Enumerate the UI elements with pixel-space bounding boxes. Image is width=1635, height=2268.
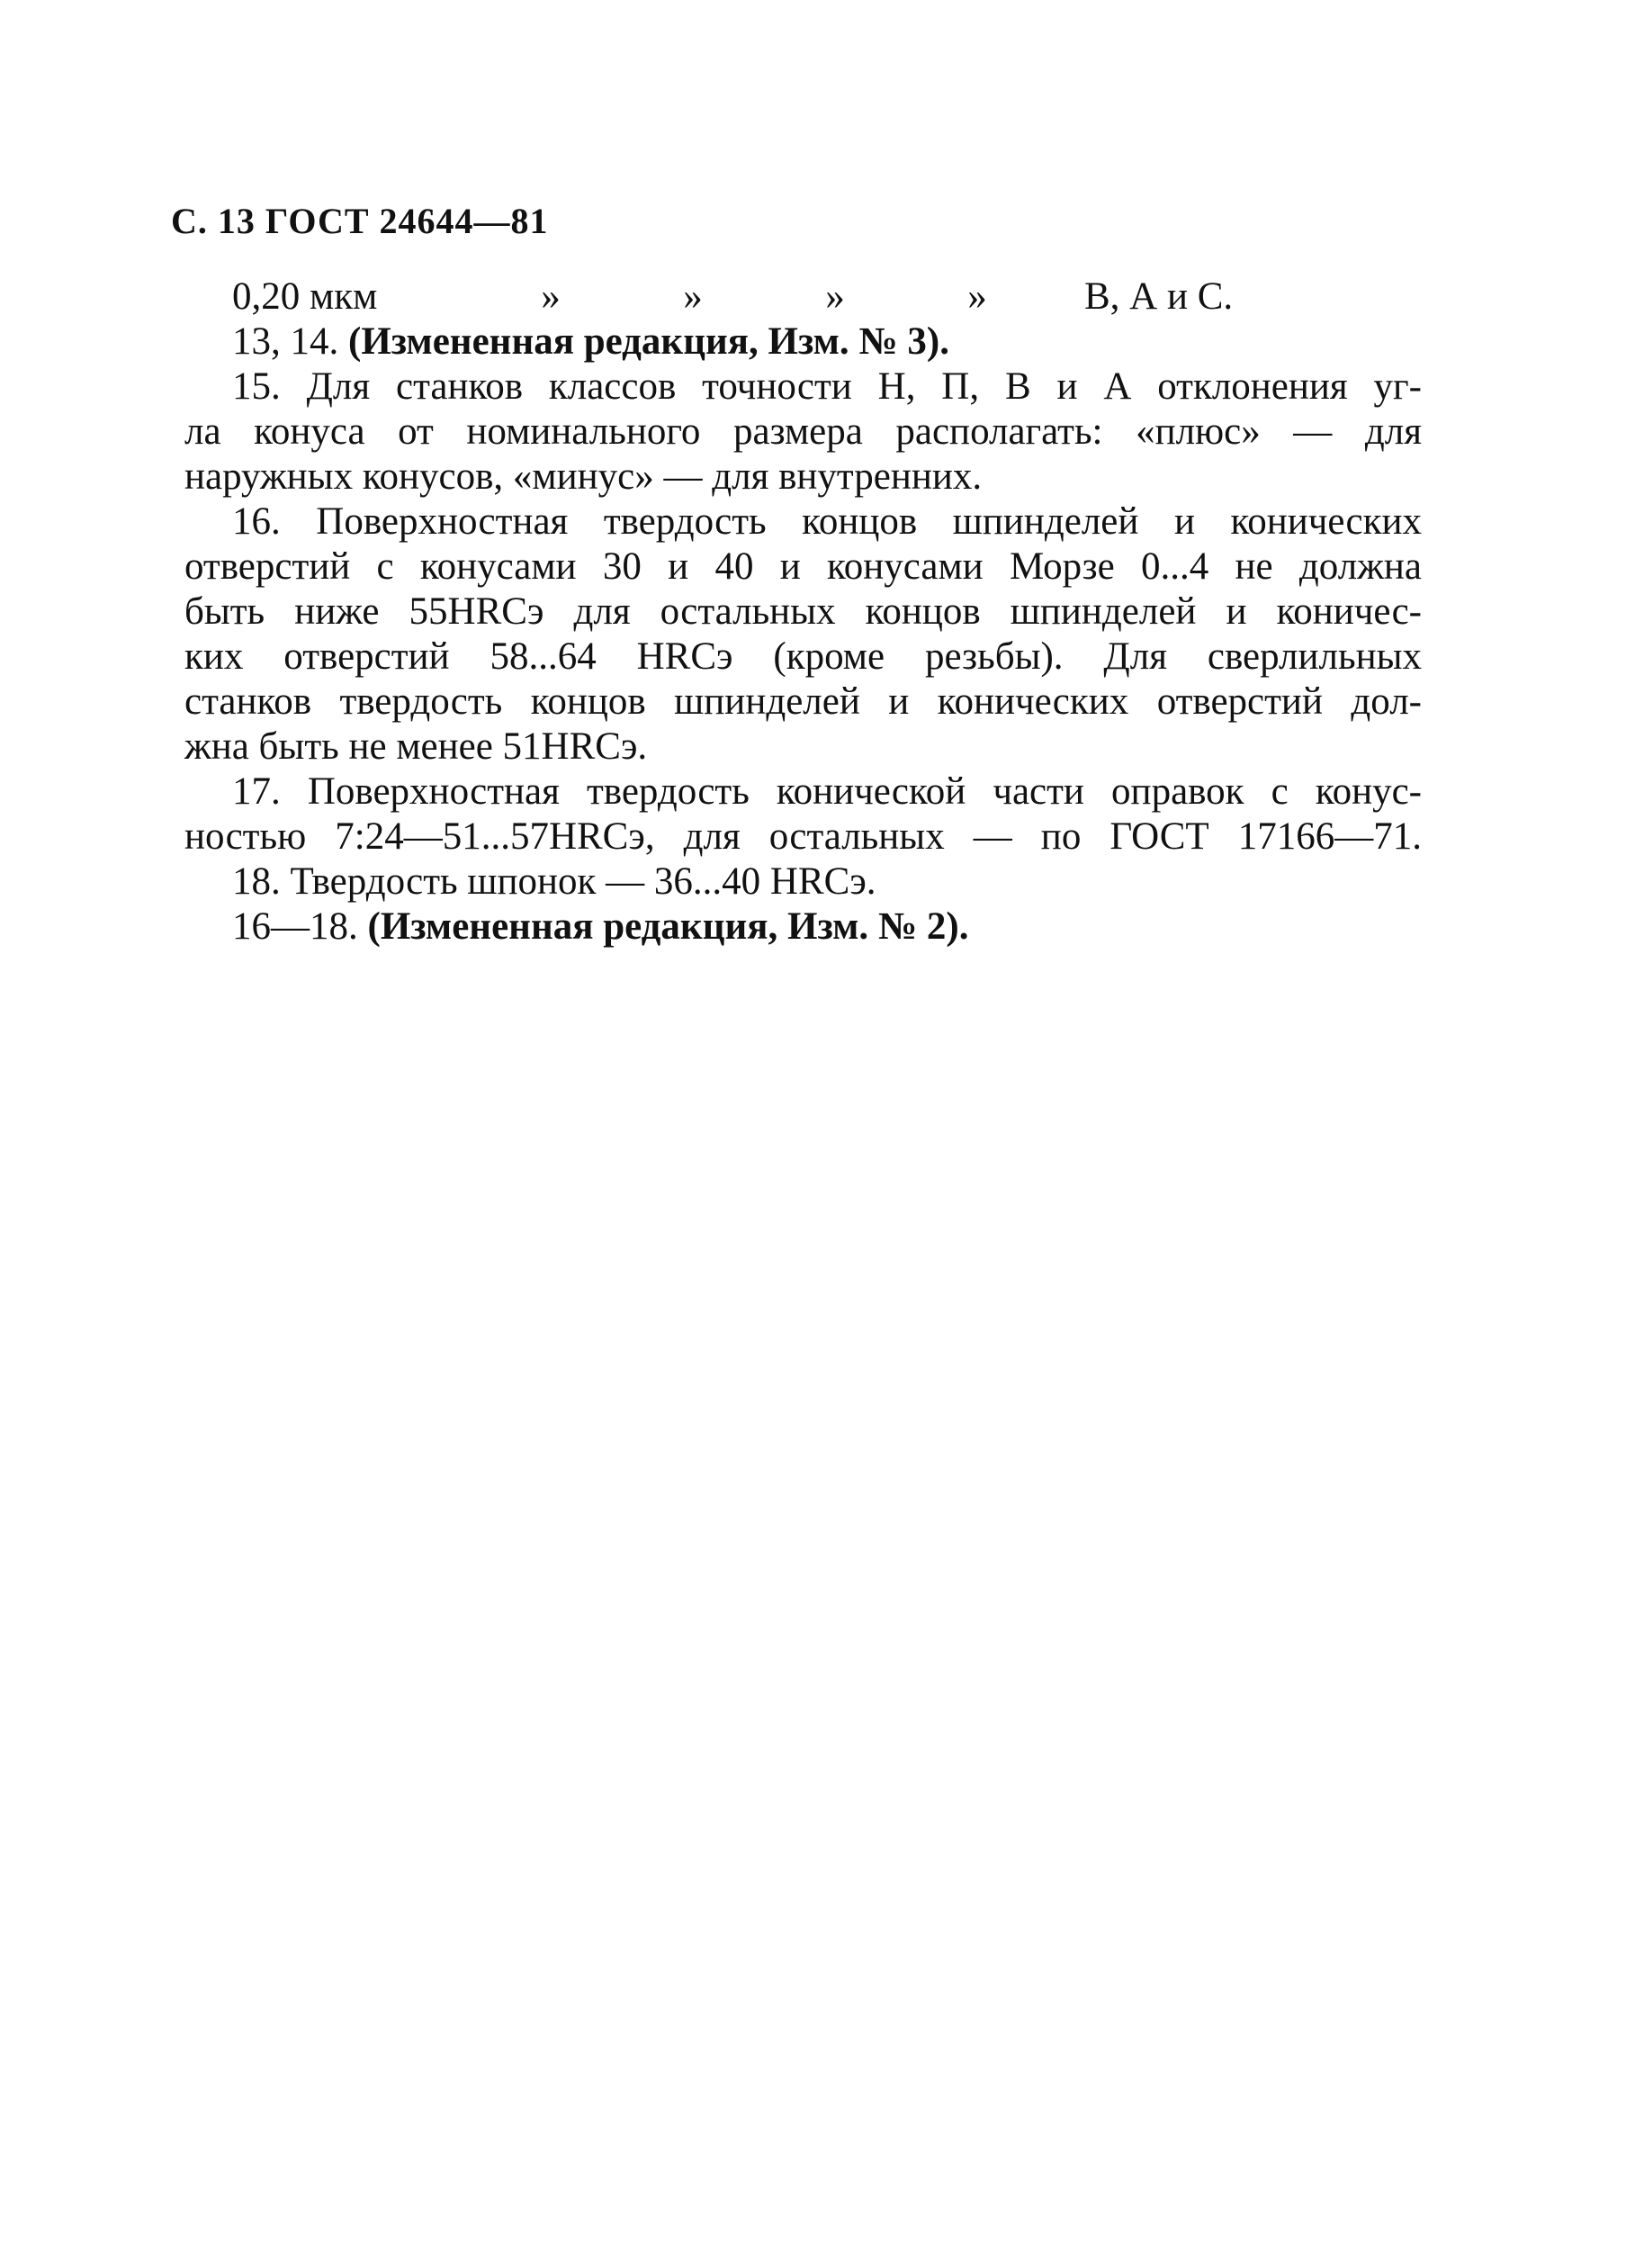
- paragraph-15-line-3: наружных конусов, «минус» — для внутренних.: [184, 455, 983, 498]
- accuracy-classes: В, А и С.: [1084, 275, 1234, 318]
- ditto-mark: »: [825, 275, 845, 318]
- paragraph-16-line-5: станков твердость концов шпинделей и конических отверстий дол-: [184, 680, 1422, 723]
- amendment-item-numbers: 13, 14.: [232, 320, 339, 363]
- paragraph-16-line-1: 16. Поверхностная твердость концов шпинделей и конических: [232, 500, 1422, 543]
- paragraph-16-line-2: отверстий с конусами 30 и 40 и конусами Морзе 0...4 не должна: [184, 545, 1422, 588]
- amendment-note-13-14: [184, 320, 1422, 364]
- ditto-mark: »: [683, 275, 703, 318]
- paragraph-18: 18. Твердость шпонок — 36...40 HRCэ.: [232, 860, 876, 903]
- amendment-label: (Измененная редакция, Изм. № 3).: [348, 320, 949, 363]
- ditto-mark: »: [541, 275, 561, 318]
- paragraph-17-line-1: 17. Поверхностная твердость конической части оправок с конус-: [232, 770, 1422, 813]
- ditto-mark: »: [967, 275, 987, 318]
- amendment-label: (Измененная редакция, Изм. № 2).: [367, 905, 969, 948]
- tolerance-row: [184, 274, 1422, 320]
- tolerance-value: 0,20 мкм: [232, 275, 378, 318]
- paragraph-17-line-2: ностью 7:24—51...57HRCэ, для остальных — по ГОСТ 17166—71.: [184, 815, 1422, 858]
- paragraph-16-line-4: ких отверстий 58...64 HRCэ (кроме резьбы). Для сверлильных: [184, 635, 1422, 678]
- page-header: С. 13 ГОСТ 24644—81: [171, 201, 549, 241]
- paragraph-16-line-3: быть ниже 55HRCэ для остальных концов шпинделей и коничес-: [184, 590, 1422, 633]
- paragraph-15-line-1: 15. Для станков классов точности Н, П, В и А отклонения уг-: [232, 365, 1422, 408]
- paragraph-15-line-2: ла конуса от номинального размера располагать: «плюс» — для: [184, 410, 1422, 453]
- amendment-note-16-18: [184, 904, 1422, 950]
- amendment-item-numbers: 16—18.: [232, 905, 358, 948]
- paragraph-16-line-6: жна быть не менее 51HRCэ.: [184, 725, 648, 768]
- document-body: [184, 274, 1422, 950]
